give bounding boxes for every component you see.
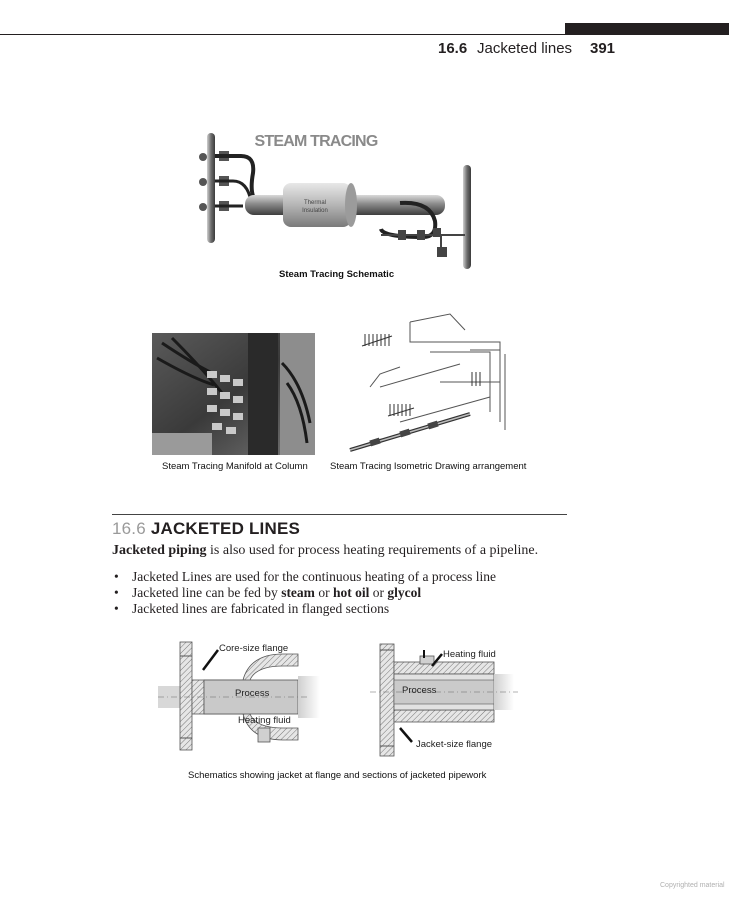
intro-text: is also used for process heating requirements of a pipeline. — [206, 543, 539, 558]
bullet-text: Jacketed lines are fabricated in flanged sections — [132, 601, 390, 616]
bullet-hot-oil: hot oil — [332, 585, 370, 600]
section-rule — [112, 514, 567, 515]
jacketed-flange-schematic — [158, 636, 528, 766]
manifold-caption: Steam Tracing Manifold at Column — [162, 461, 308, 472]
manifold-photo — [152, 333, 315, 455]
insulation-label: Insulation — [302, 208, 328, 214]
right-heating-fluid-label: Heating fluid — [443, 649, 496, 660]
header-section-number: 16.6 — [438, 40, 468, 57]
steam-tracing-title: STEAM TRACING — [254, 133, 378, 150]
page-number: 391 — [590, 40, 616, 57]
jacket-size-flange-label: Jacket-size flange — [416, 739, 493, 750]
intro-bold-term: Jacketed piping — [112, 543, 207, 558]
section-title: JACKETED LINES — [150, 519, 301, 538]
isometric-drawing-image — [340, 312, 530, 457]
left-heating-fluid-label: Heating fluid — [238, 715, 291, 726]
bullet-or: or — [369, 585, 388, 600]
header-rule — [0, 34, 729, 35]
bullet-text: Jacketed line can be fed by — [132, 585, 282, 600]
steam-tracing-schematic-caption: Steam Tracing Schematic — [279, 269, 395, 280]
bullet-or: or — [314, 585, 333, 600]
isometric-caption: Steam Tracing Isometric Drawing arrangement — [330, 461, 527, 472]
section-number: 16.6 — [112, 519, 146, 538]
left-process-label: Process — [235, 688, 270, 699]
bullet-steam: steam — [281, 585, 315, 600]
section-heading — [112, 519, 300, 539]
right-process-label: Process — [402, 685, 437, 696]
thermal-label: Thermal — [303, 200, 327, 206]
intro-paragraph — [112, 543, 538, 559]
core-size-flange-label: Core-size flange — [219, 643, 289, 654]
bullet-text: Jacketed Lines are used for the continuous heating of a process line — [132, 569, 496, 584]
copyright-notice: Copyrighted material — [660, 882, 725, 889]
jacketed-schematic-caption: Schematics showing jacket at flange and sections of jacketed pipework — [188, 770, 487, 781]
steam-tracing-schematic-image — [195, 125, 485, 270]
header-section-title: Jacketed lines — [477, 40, 573, 57]
bullet-glycol: glycol — [387, 585, 422, 600]
